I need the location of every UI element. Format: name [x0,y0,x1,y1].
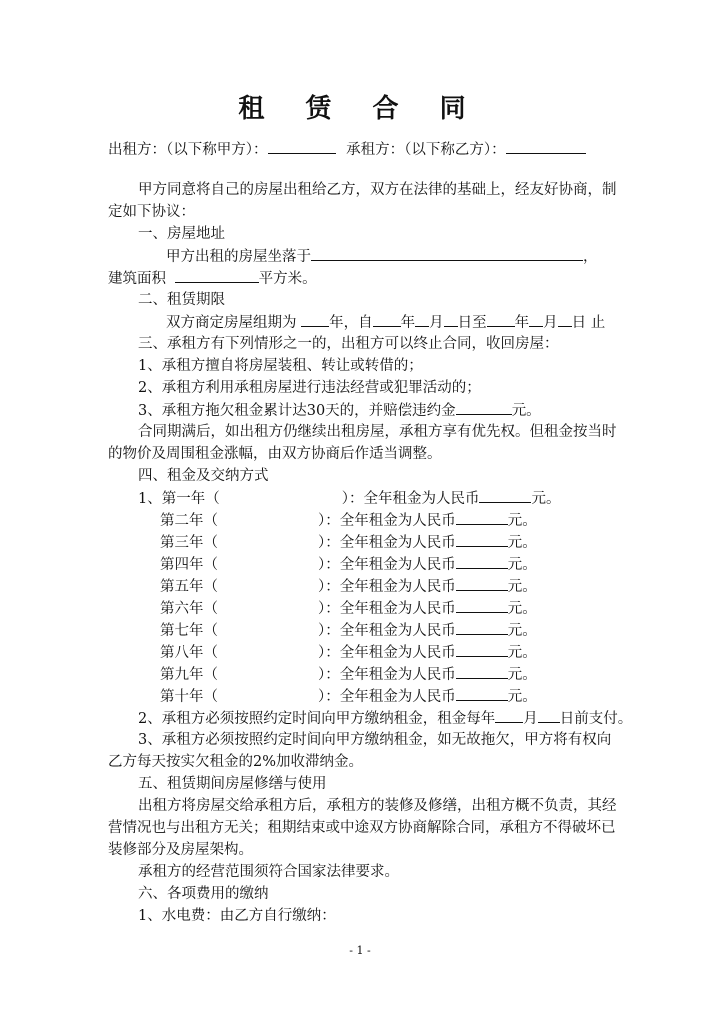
rent-amount-blank[interactable] [456,532,508,547]
rent-amount-blank[interactable] [456,664,508,679]
lessee-blank[interactable] [506,139,586,154]
rent-amount-text: ）：全年租金为人民币 [318,557,456,573]
start-year-blank[interactable] [373,312,401,327]
term-text-c: 年 [400,315,416,331]
section5-line-4: 承租方的经营范围须符合国家法律要求。 [138,864,399,880]
payment-day-label: 日前支付。 [559,711,633,727]
rent-amount-blank[interactable] [456,598,508,613]
rent-amount-unit: 元。 [507,535,537,551]
lessee-label: 承租方：（以下称乙方）： [346,142,506,158]
rent-amount-text: ）：全年租金为人民币 [318,623,456,639]
rent-year-label: 第二年（ [160,513,218,529]
rent-amount-blank[interactable] [456,642,508,657]
payment-month-label: 月 [523,711,538,727]
rent-amount-blank[interactable] [456,510,508,525]
term-text-h: 日 止 [571,315,606,331]
section2-heading: 二、租赁期限 [138,292,225,308]
term-years-blank[interactable] [301,312,329,327]
renewal-line-1: 合同期满后，如出租方仍继续出租房屋，承租方享有优先权。但租金按当时 [138,424,617,440]
rent-row [160,554,537,575]
address-label: 甲方出租的房屋坐落于 [166,249,311,265]
rent-item-number: 1、 [138,491,162,507]
section1-heading: 一、房屋地址 [138,226,225,242]
rent-amount-blank[interactable] [479,488,531,503]
penalty-unit: 元。 [511,403,541,419]
rent-amount-unit: 元。 [507,623,537,639]
term-text-a: 双方商定房屋组期为 [166,315,297,331]
rent-row [138,488,560,509]
section3-item-2: 2、承租方利用承租房屋进行违法经营或犯罪活动的； [138,380,481,396]
rent-row [160,686,537,707]
address-line [166,246,598,267]
rent-amount-unit: 元。 [507,557,537,573]
rent-year-label: 第六年（ [160,601,218,617]
renewal-line-2: 的物价及周围租金涨幅，由双方协商后作适当调整。 [108,446,442,462]
rent-amount-blank[interactable] [456,576,508,591]
rent-amount-text: ）：全年租金为人民币 [318,535,456,551]
lessor-blank[interactable] [268,139,336,154]
rent-row [160,532,537,553]
address-blank[interactable] [311,246,583,261]
rent-row [160,598,537,619]
section3-heading: 三、承租方有下列情形之一的，出租方可以终止合同，收回房屋： [138,336,559,352]
rent-amount-unit: 元。 [507,579,537,595]
section4-heading: 四、租金及交纳方式 [138,468,269,484]
rent-amount-text: ）：全年租金为人民币 [341,491,480,507]
area-label: 建筑面积 [108,271,166,287]
rent-year-label: 第四年（ [160,557,218,573]
payment-day-blank[interactable] [538,708,560,723]
rent-amount-blank[interactable] [456,554,508,569]
section4-item-3-line-2: 乙方每天按实欠租金的2%加收滞纳金。 [108,754,364,770]
term-text-g: 月 [543,315,558,331]
end-month-blank[interactable] [529,312,543,327]
section4-item-3-line-1: 3、承租方必须按照约定时间向甲方缴纳租金，如无故拖欠，甲方将有权向 [138,732,612,748]
section3-item-3 [138,400,541,421]
penalty-blank[interactable] [456,400,512,415]
rent-row [160,576,537,597]
start-day-blank[interactable] [444,312,458,327]
parties-line [108,139,586,160]
rent-amount-blank[interactable] [456,620,508,635]
rent-amount-text: ）：全年租金为人民币 [318,579,456,595]
section4-item-2 [138,708,632,729]
address-end: ， [583,249,598,265]
section6-heading: 六、各项费用的缴纳 [138,886,269,902]
page-number: - 1 - [349,944,371,957]
rent-row [160,664,537,685]
end-day-blank[interactable] [558,312,572,327]
rent-year-label: 第九年（ [160,667,218,683]
term-text-e: 日至 [457,315,487,331]
rent-year-label: 第七年（ [160,623,218,639]
rent-amount-text: ）：全年租金为人民币 [318,601,456,617]
rent-row [160,642,537,663]
section3-item-1: 1、承租方擅自将房屋装租、转让或转借的； [138,358,423,374]
rent-year-label: 第五年（ [160,579,218,595]
rent-amount-text: ）：全年租金为人民币 [318,667,456,683]
rent-year-label: 第八年（ [160,645,218,661]
rent-amount-text: ）：全年租金为人民币 [318,513,456,529]
rent-year-label: 第十年（ [160,689,218,705]
rent-year-label: 第三年（ [160,535,218,551]
start-month-blank[interactable] [415,312,429,327]
section5-line-2: 营情况也与出租方无关；租期结束或中途双方协商解除合同，承租方不得破坏已 [108,820,616,836]
document-title: 租 赁 合 同 [238,94,482,124]
rent-amount-unit: 元。 [531,491,561,507]
term-text-b: 年，自 [329,315,373,331]
rent-amount-unit: 元。 [507,689,537,705]
section5-line-3: 装修部分及房屋架构。 [108,842,253,858]
rent-amount-unit: 元。 [507,645,537,661]
rent-amount-text: ）：全年租金为人民币 [318,689,456,705]
term-line [166,312,605,333]
rent-amount-unit: 元。 [507,667,537,683]
rent-amount-unit: 元。 [507,601,537,617]
area-line [108,268,317,289]
section6-item-1: 1、水电费：由乙方自行缴纳： [138,908,336,924]
term-text-f: 年 [514,315,530,331]
section5-heading: 五、租赁期间房屋修缮与使用 [138,776,327,792]
penalty-text: 3、承租方拖欠租金累计达30天的，并赔偿违约金 [138,403,456,419]
intro-line-1: 甲方同意将自己的房屋出租给乙方，双方在法律的基础上，经友好协商，制 [138,182,617,198]
rent-amount-unit: 元。 [507,513,537,529]
rent-row [160,510,537,531]
rent-row [160,620,537,641]
payment-text: 2、承租方必须按照约定时间向甲方缴纳租金，租金每年 [138,711,496,727]
intro-line-2: 定如下协议： [108,204,195,220]
area-unit: 平方米。 [258,271,317,287]
payment-month-blank[interactable] [495,708,523,723]
rent-amount-text: ）：全年租金为人民币 [318,645,456,661]
rent-amount-blank[interactable] [456,686,508,701]
lessor-label: 出租方：（以下称甲方）： [108,142,268,158]
area-blank[interactable] [175,268,259,283]
end-year-blank[interactable] [487,312,515,327]
rent-year-label: 第一年（ [161,491,220,507]
section5-line-1: 出租方将房屋交给承租方后，承租方的装修及修缮，出租方概不负责，其经 [138,798,617,814]
term-text-d: 月 [429,315,444,331]
